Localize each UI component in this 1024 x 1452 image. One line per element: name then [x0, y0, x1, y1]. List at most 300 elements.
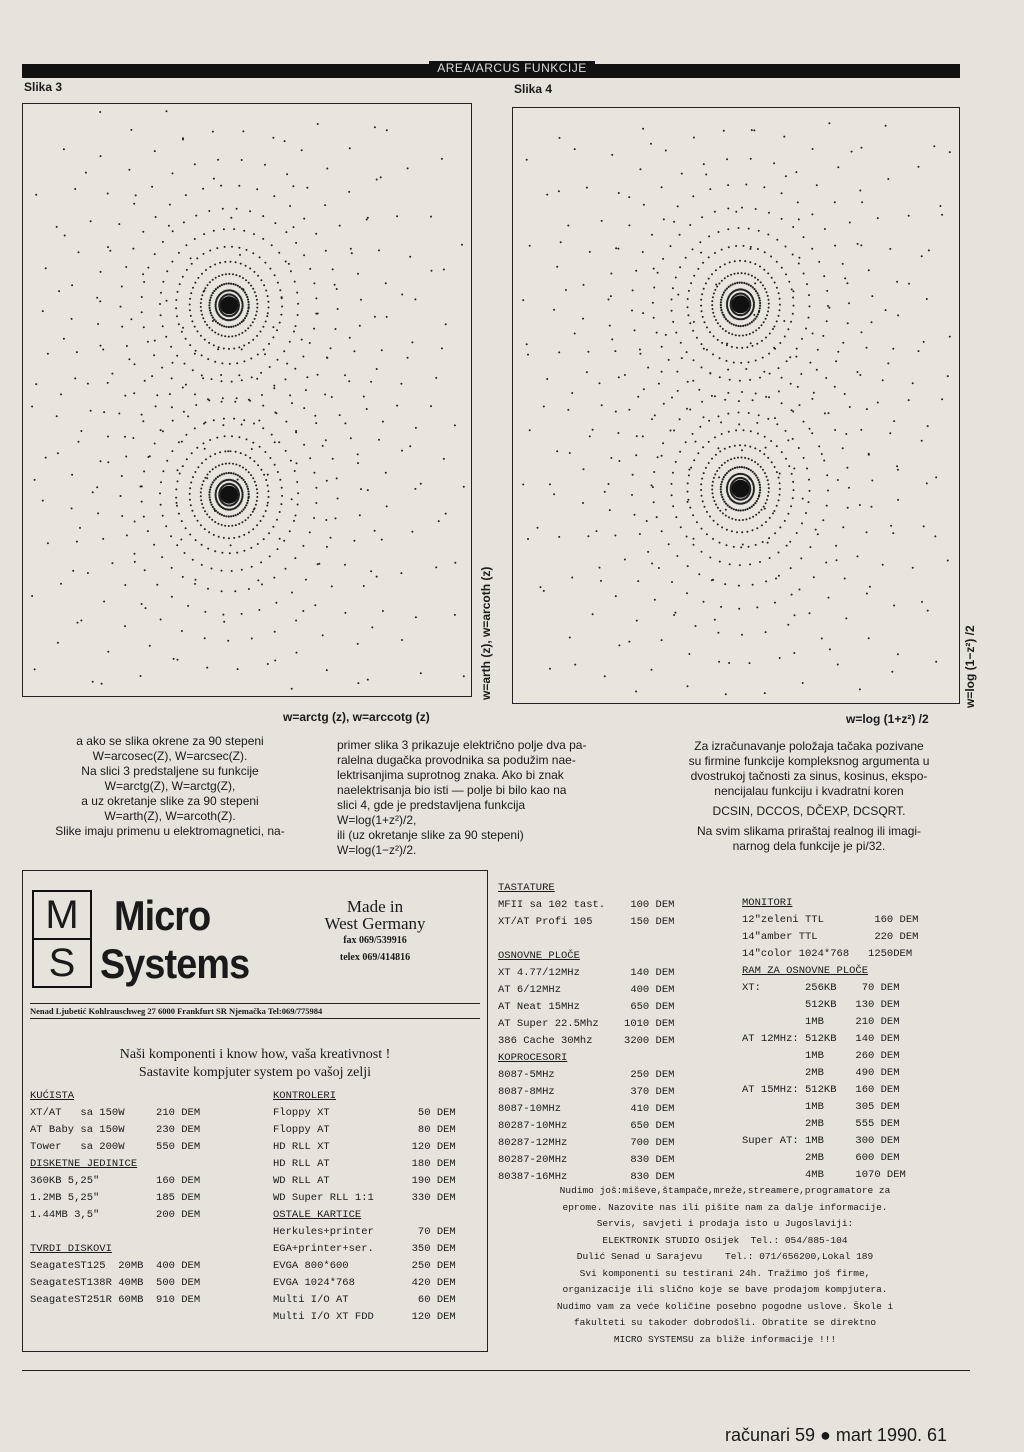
field-dot: [155, 216, 157, 218]
field-dot: [107, 651, 109, 653]
field-dot: [192, 369, 194, 371]
field-dot: [202, 317, 204, 319]
field-dot: [574, 148, 576, 150]
field-dot: [738, 423, 740, 425]
field-dot: [556, 450, 558, 452]
field-dot: [756, 500, 758, 502]
field-dot: [256, 488, 258, 490]
field-dot: [871, 480, 873, 482]
field-dot: [787, 439, 789, 441]
field-dot: [189, 499, 191, 501]
field-dot: [893, 420, 895, 422]
field-dot: [816, 184, 818, 186]
field-dot: [618, 192, 620, 194]
field-dot: [792, 313, 794, 315]
field-dot: [220, 185, 222, 187]
field-dot: [72, 570, 74, 572]
field-dot: [703, 163, 705, 165]
price-row: 1.2MB 5,25" 185 DEM: [30, 1192, 201, 1204]
field-dot: [701, 551, 703, 553]
field-dot: [834, 201, 836, 203]
field-dot: [661, 455, 663, 457]
field-dot: [315, 422, 317, 424]
field-dot: [701, 401, 703, 403]
field-dot: [357, 462, 359, 464]
field-dot: [263, 538, 265, 540]
field-dot: [237, 474, 239, 476]
field-dot: [230, 283, 232, 285]
field-dot: [189, 309, 191, 311]
field-dot: [923, 525, 925, 527]
field-dot: [672, 321, 674, 323]
field-dot: [223, 621, 225, 623]
field-dot: [672, 472, 674, 474]
field-dot: [652, 302, 654, 304]
field-dot: [651, 234, 653, 236]
field-dot: [189, 493, 191, 495]
field-dot: [846, 467, 848, 469]
field-dot: [237, 513, 239, 515]
price-row: 80387-16MHz 830 DEM: [498, 1171, 675, 1183]
price-row: 386 Cache 30Mhz 3200 DEM: [498, 1035, 675, 1047]
field-dot: [685, 257, 687, 259]
field-dot: [277, 282, 279, 284]
field-dot: [128, 169, 130, 171]
field-dot: [256, 188, 258, 190]
field-pole: [220, 486, 238, 504]
field-dot: [257, 275, 259, 277]
field-dot: [834, 429, 836, 431]
field-dot: [242, 479, 244, 481]
field-dot: [267, 295, 269, 297]
field-dot: [221, 590, 223, 592]
field-dot: [779, 473, 781, 475]
field-dot: [260, 520, 262, 522]
field-dot: [162, 430, 164, 432]
field-dot: [79, 527, 81, 529]
field-dot: [712, 312, 714, 314]
field-dot: [795, 356, 797, 358]
field-dot: [203, 423, 205, 425]
field-dot: [245, 265, 247, 267]
field-dot: [241, 348, 243, 350]
field-dot: [740, 509, 742, 511]
field-dot: [692, 380, 694, 382]
field-dot: [582, 502, 584, 504]
field-dot: [775, 578, 777, 580]
field-dot: [877, 402, 879, 404]
field-dot: [729, 506, 731, 508]
field-dot: [651, 669, 653, 671]
field-dot: [709, 188, 711, 190]
field-dot: [230, 326, 232, 328]
field-dot: [253, 233, 255, 235]
field-dot: [256, 492, 258, 494]
slogan-line1: Naši komponenti i know how, vaša kreativnost !: [119, 1047, 391, 1062]
field-dot: [191, 320, 193, 322]
field-dot: [719, 450, 721, 452]
field-dot: [681, 173, 683, 175]
field-dot: [912, 382, 914, 384]
field-dot: [217, 348, 219, 350]
field-dot: [209, 250, 211, 252]
field-dot: [141, 311, 143, 313]
field-dot: [76, 351, 78, 353]
field-dot: [223, 325, 225, 327]
field-dot: [190, 482, 192, 484]
field-dot: [130, 129, 132, 131]
field-dot: [765, 447, 767, 449]
field-dot: [734, 260, 736, 262]
field-dot: [808, 317, 810, 319]
field-dot: [720, 307, 722, 309]
field-dot: [182, 576, 184, 578]
field-dot: [221, 524, 223, 526]
field-dot: [243, 345, 245, 347]
field-dot: [618, 460, 620, 462]
field-dot: [192, 476, 194, 478]
field-dot: [194, 427, 196, 429]
field-dot: [778, 575, 780, 577]
text-column-3: [650, 739, 968, 854]
field-dot: [718, 283, 720, 285]
field-dot: [808, 294, 810, 296]
field-dot: [160, 481, 162, 483]
field-plot-right: [512, 107, 960, 704]
field-pole: [731, 480, 749, 498]
field-dot: [223, 515, 225, 517]
text-line: naelektrisanja bio isti — polje bi bilo kao na: [337, 783, 567, 797]
field-dot: [748, 458, 750, 460]
field-dot: [773, 326, 775, 328]
field-dot: [215, 320, 217, 322]
field-dot: [711, 579, 713, 581]
price-row: Floppy AT 80 DEM: [273, 1124, 456, 1136]
field-dot: [285, 231, 287, 233]
field-dot: [738, 400, 740, 402]
field-dot: [918, 350, 920, 352]
field-dot: [762, 357, 764, 359]
note-line: eprome. Nazovite nas ili pišite nam za dalje informacije.: [562, 1201, 888, 1213]
field-dot: [431, 270, 433, 272]
field-dot: [250, 514, 252, 516]
field-dot: [574, 333, 576, 335]
field-dot: [826, 290, 828, 292]
field-dot: [246, 296, 248, 298]
field-dot: [118, 413, 120, 415]
field-dot: [756, 477, 758, 479]
field-dot: [776, 261, 778, 263]
field-dot: [736, 282, 738, 284]
field-dot: [285, 378, 287, 380]
field-dot: [189, 298, 191, 300]
field-dot: [221, 570, 223, 572]
field-dot: [276, 329, 278, 331]
field-dot: [797, 201, 799, 203]
field-dot: [221, 473, 223, 475]
field-dot: [718, 415, 720, 417]
field-dot: [293, 331, 295, 333]
field-dot: [90, 220, 92, 222]
field-dot: [189, 487, 191, 489]
field-dot: [703, 472, 705, 474]
field-dot: [756, 606, 758, 608]
field-dot: [331, 396, 333, 398]
field-dot: [608, 299, 610, 301]
price-row: EVGA 800*600 250 DEM: [273, 1260, 456, 1272]
field-dot: [262, 427, 264, 429]
field-dot: [693, 538, 695, 540]
field-dot: [197, 277, 199, 279]
field-dot: [868, 637, 870, 639]
field-dot: [248, 306, 250, 308]
field-dot: [779, 488, 781, 490]
field-dot: [201, 564, 203, 566]
field-dot: [262, 326, 264, 328]
field-dot: [239, 254, 241, 256]
field-dot: [889, 432, 891, 434]
field-dot: [294, 557, 296, 559]
field-dot: [278, 252, 280, 254]
field-dot: [194, 471, 196, 473]
field-dot: [96, 486, 98, 488]
field-dot: [162, 470, 164, 472]
field-dot: [178, 252, 180, 254]
field-dot: [763, 371, 765, 373]
field-dot: [204, 448, 206, 450]
field-dot: [173, 658, 175, 660]
field-dot: [692, 248, 694, 250]
address: Nenad Ljubetić Kohlrauschweg 27 6000 Frankfurt SR Njemačka Tel:069/775984: [30, 1006, 323, 1016]
field-dot: [227, 640, 229, 642]
field-dot: [791, 594, 793, 596]
field-dot: [713, 316, 715, 318]
field-dot: [767, 310, 769, 312]
field-dot: [755, 393, 757, 395]
field-dot: [589, 251, 591, 253]
field-dot: [764, 508, 766, 510]
field-dot: [609, 325, 611, 327]
field-dot: [71, 474, 73, 476]
field-dot: [409, 256, 411, 258]
field-dot: [587, 351, 589, 353]
field-dot: [808, 501, 810, 503]
price-row: 1MB 260 DEM: [742, 1050, 900, 1062]
field-dot: [160, 504, 162, 506]
field-dot: [897, 469, 899, 471]
field-dot: [711, 300, 713, 302]
field-dot: [742, 544, 744, 546]
field-dot: [246, 485, 248, 487]
field-dot: [749, 488, 751, 490]
field-dot: [236, 362, 238, 364]
field-dot: [675, 516, 677, 518]
field-dot: [851, 151, 853, 153]
field-dot: [318, 563, 320, 565]
field-dot: [675, 461, 677, 463]
field-dot: [401, 639, 403, 641]
field-dot: [701, 293, 703, 295]
field-dot: [367, 217, 369, 219]
field-dot: [235, 464, 237, 466]
field-dot: [221, 380, 223, 382]
field-dot: [918, 166, 920, 168]
field-dot: [735, 509, 737, 511]
field-dot: [253, 423, 255, 425]
made-in-block: [300, 898, 450, 966]
field-dot: [752, 529, 754, 531]
field-dot: [245, 294, 247, 296]
field-dot: [712, 353, 714, 355]
field-dot: [255, 295, 257, 297]
field-dot: [767, 479, 769, 481]
field-dot: [653, 471, 655, 473]
field-dot: [217, 476, 219, 478]
field-dot: [415, 427, 417, 429]
field-dot: [285, 261, 287, 263]
field-dot: [631, 494, 633, 496]
field-dot: [265, 290, 267, 292]
field-dot: [933, 145, 935, 147]
field-dot: [768, 491, 770, 493]
field-dot: [631, 310, 633, 312]
field-dot: [202, 377, 204, 379]
field-dot: [175, 307, 177, 309]
field-dot: [296, 462, 298, 464]
text-line: W=arth(Z), W=arcoth(Z).: [104, 809, 236, 823]
field-dot: [661, 530, 663, 532]
field-dot: [725, 693, 727, 695]
field-dot: [239, 286, 241, 288]
field-dot: [706, 511, 708, 513]
field-dot: [194, 163, 196, 165]
field-dot: [401, 450, 403, 452]
field-dot: [741, 449, 743, 451]
field-dot: [386, 316, 388, 318]
price-row: Floppy XT 50 DEM: [273, 1107, 456, 1119]
field-dot: [677, 294, 679, 296]
field-dot: [653, 268, 655, 270]
field-dot: [297, 504, 299, 506]
field-dot: [708, 420, 710, 422]
field-dot: [248, 282, 250, 284]
field-dot: [430, 216, 432, 218]
field-dot: [42, 500, 44, 502]
field-dot: [213, 534, 215, 536]
field-dot: [189, 534, 191, 536]
field-dot: [296, 481, 298, 483]
field-dot: [223, 473, 225, 475]
field-dot: [772, 512, 774, 514]
field-dot: [180, 539, 182, 541]
field-dot: [529, 429, 531, 431]
field-dot: [713, 335, 715, 337]
field-dot: [126, 534, 128, 536]
field-dot: [243, 360, 245, 362]
field-dot: [291, 498, 293, 500]
field-dot: [231, 381, 233, 383]
field-dot: [835, 545, 837, 547]
field-dot: [241, 569, 243, 571]
field-dot: [227, 450, 229, 452]
field-dot: [738, 227, 740, 229]
telex-number: telex 069/414816: [339, 952, 411, 963]
field-dot: [269, 268, 271, 270]
field-dot: [752, 471, 754, 473]
field-dot: [374, 316, 376, 318]
field-dot: [634, 514, 636, 516]
field-dot: [155, 405, 157, 407]
field-dot: [749, 261, 751, 263]
field-dot: [848, 302, 850, 304]
field-dot: [236, 397, 238, 399]
field-dot: [248, 588, 250, 590]
field-dot: [381, 349, 383, 351]
field-dot: [719, 510, 721, 512]
field-dot: [800, 557, 802, 559]
field-dot: [107, 193, 109, 195]
field-dot: [767, 542, 769, 544]
field-dot: [313, 472, 315, 474]
field-dot: [221, 552, 223, 554]
field-dot: [671, 310, 673, 312]
field-dot: [756, 422, 758, 424]
field-dot: [325, 439, 327, 441]
field-dot: [654, 599, 656, 601]
field-dot: [56, 226, 58, 228]
field-dot: [866, 347, 868, 349]
field-dot: [781, 402, 783, 404]
field-dot: [712, 496, 714, 498]
field-dot: [213, 479, 215, 481]
field-dot: [407, 357, 409, 359]
field-dot: [256, 496, 258, 498]
product-list-kontroleri: [273, 1088, 483, 1326]
field-dot: [549, 483, 551, 485]
field-dot: [827, 490, 829, 492]
field-dot: [871, 321, 873, 323]
field-dot: [718, 467, 720, 469]
field-dot: [285, 450, 287, 452]
section-heading: KONTROLERI: [273, 1090, 337, 1102]
field-dot: [100, 345, 102, 347]
right-vertical-caption: w=log (1−z²) /2: [963, 625, 977, 708]
field-dot: [166, 460, 168, 462]
field-dot: [260, 469, 262, 471]
field-dot: [642, 435, 644, 437]
field-dot: [708, 256, 710, 258]
field-dot: [768, 537, 770, 539]
field-dot: [371, 626, 373, 628]
field-dot: [252, 339, 254, 341]
field-dot: [787, 328, 789, 330]
field-dot: [366, 408, 368, 410]
field-dot: [689, 507, 691, 509]
field-dot: [238, 334, 240, 336]
field-dot: [758, 230, 760, 232]
field-dot: [274, 441, 276, 443]
field-dot: [221, 401, 223, 403]
field-dot: [687, 491, 689, 493]
field-dot: [208, 531, 210, 533]
field-dot: [750, 342, 752, 344]
field-dot: [370, 570, 372, 572]
field-dot: [720, 486, 722, 488]
field-dot: [671, 483, 673, 485]
field-dot: [291, 402, 293, 404]
field-dot: [295, 620, 297, 622]
field-dot: [779, 657, 781, 659]
